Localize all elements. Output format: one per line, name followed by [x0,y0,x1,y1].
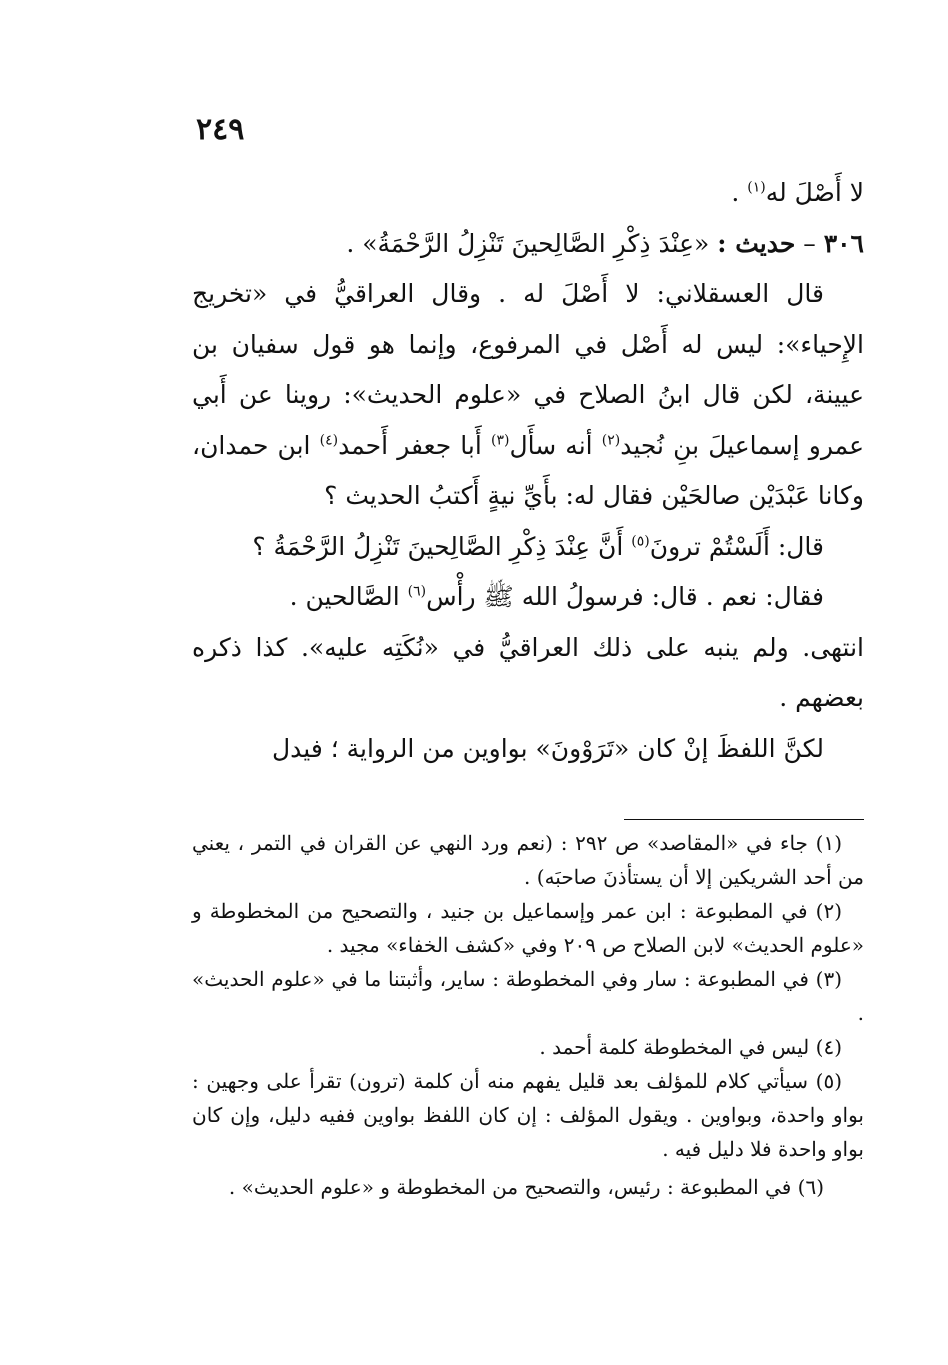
paragraph-4: انتهى. ولم ينبه على ذلك العراقيُّ في «نُكَتِه عليه». كذا ذكره بعضهم . [192,632,864,712]
paragraph-3 [192,572,864,623]
footnote-5: (٥) سيأتي كلام للمؤلف بعد قليل يفهم منه أن كلمة (ترون) تقرأ على وجهين : بواو واحدة، وبواوين . ويقول المؤلف : إن كان اللفظ بواوين ففيه دليل، وإن كان بواو واحدة فلا دليل فيه . [192,1069,864,1161]
main-text [192,168,864,774]
paragraph-5: لكنَّ اللفظَ إنْ كان «تَرَوْونَ» بواوين من الرواية ؛ فيدل [272,733,824,763]
text-line-intro [192,168,864,219]
paragraph-3-part-b: الصَّالحين . [289,582,408,611]
footnote-3: (٣) في المطبوعة : سار وفي المخطوطة : ساير، وأثبتنا ما في «علوم الحديث» . [192,967,864,1025]
footnotes [192,826,864,1204]
footnote-ref: (١) [747,179,766,196]
footnote-2: (٢) في المطبوعة : ابن عمر وإسماعيل بن جنيد ، والتصحيح من المخطوطة و «علوم الحديث» لابن الصلاح ص ٢٠٩ وفي «كشف الخفاء» مجيد . [192,899,864,957]
intro-end: . [731,178,748,207]
paragraph-2-part-a: قال: أَلَسْتُمْ ترونَ [649,531,824,561]
hadith-heading [192,219,864,270]
page-number: ٢٤٩ [196,112,245,147]
paragraph-2-part-b: أَنَّ عِنْدَ ذِكْرِ الصَّالِحينَ تَنْزِلُ الرَّحْمَةُ ؟ [252,531,632,561]
paragraph-1 [192,269,864,522]
footnote-4: (٤) ليس في المخطوطة كلمة أحمد . [539,1035,842,1059]
hadith-number: ٣٠٦ [823,228,864,258]
footnote-ref: (٥) [631,533,650,550]
footnote-6: (٦) في المطبوعة : رئيس، والتصحيح من المخطوطة و «علوم الحديث» . [228,1175,824,1199]
paragraph-1-part-c: أَبا جعفر أَحمد [338,430,491,460]
paragraph-1-part-a: قال العسقلاني: لا أَصْلَ له . وقال العراقيُّ في «تخريج الإِحياء»: ليس له أَصْل في المرفوع، وإنما هو قول سفيان بن عيينة، لكن قال ابنُ الصلاح في «علوم الحديث»: روينا عن أَبي عمرو إسماعيلَ بنِ نُجيد [192,279,865,460]
hadith-dash: – [795,228,824,258]
paragraph-3-part-a: فقال: نعم . قال: فرسولُ الله ﷺ رأْس [426,582,824,611]
footnote-ref: (٤) [319,432,339,449]
paragraph-1-part-d: ابن حمدان، وكانا عَبْدَيْن صالحَيْن فقال له: بأَيِّ نيةٍ أَكتبُ الحديث ؟ [192,430,864,510]
intro-text: لا أَصْلَ له [765,178,864,207]
hadith-text: «عِنْدَ ذِكْرِ الصَّالِحينَ تَنْزِلُ الرَّحْمَةُ» . [346,228,718,258]
footnote-ref: (٦) [407,583,427,600]
footnote-divider [624,819,864,820]
footnote-ref: (٢) [601,432,621,449]
hadith-label: حديث : [717,228,796,258]
paragraph-2 [192,522,864,573]
footnote-1: (١) جاء في «المقاصد» ص ٢٩٢ : (نعم ورد النهي عن القران في التمر ، يعني من أحد الشريكين إلا أن يستأذنَ صاحبَه) . [192,831,864,889]
footnote-ref: (٣) [490,432,510,449]
paragraph-1-part-b: أنه سأَل [509,430,602,460]
